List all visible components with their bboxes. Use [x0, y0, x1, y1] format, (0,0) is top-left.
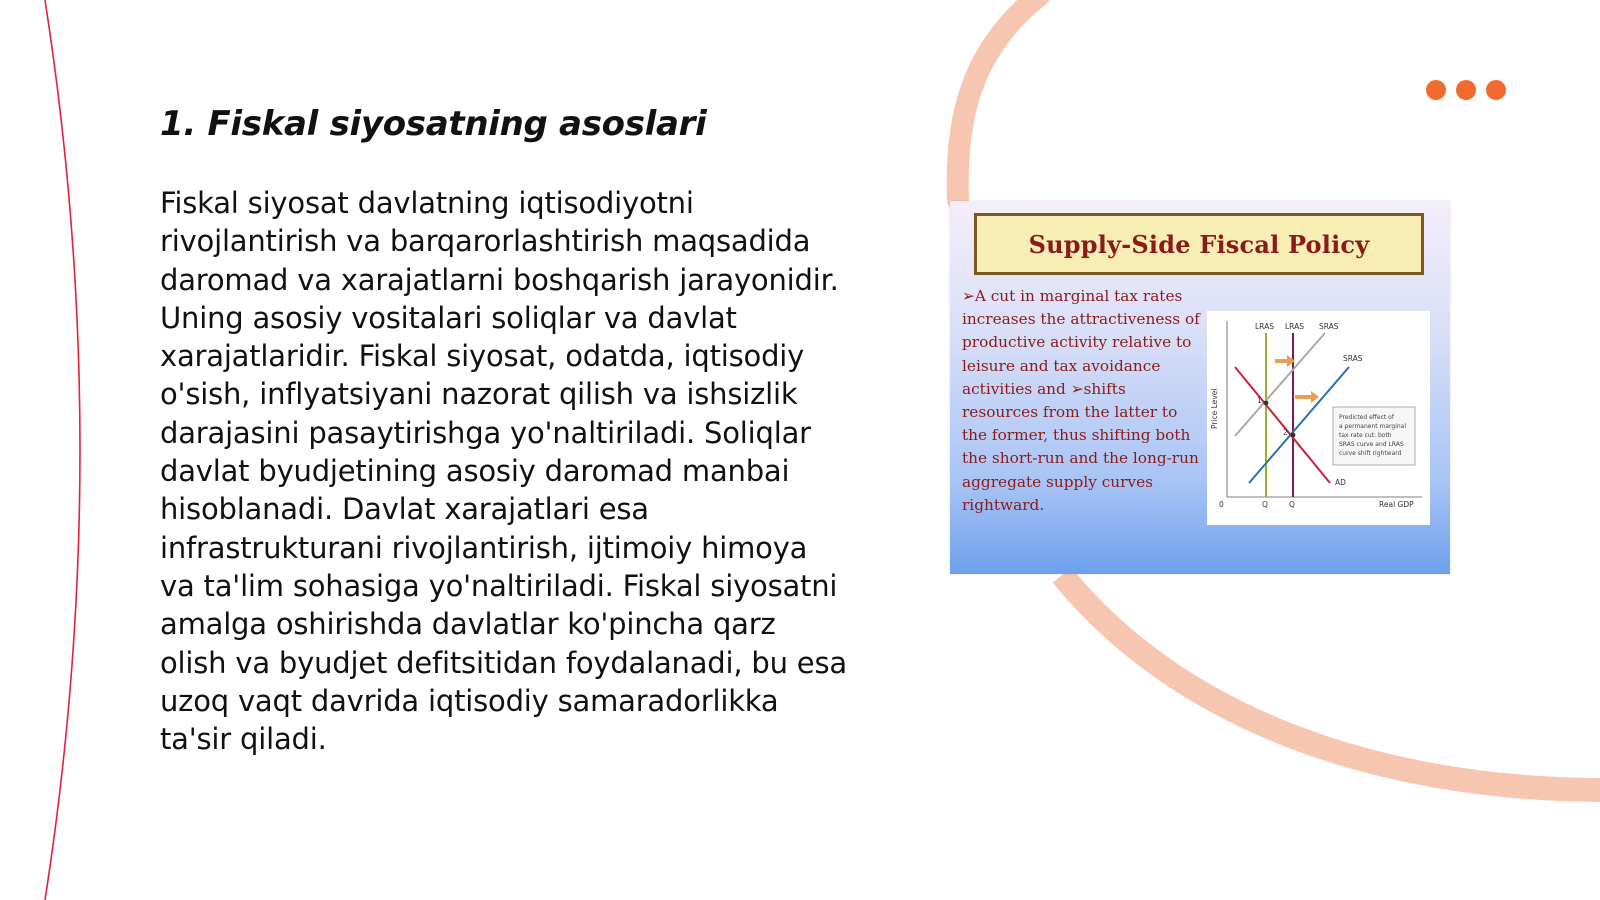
- peach-ring-arc-upper: [958, 0, 1040, 200]
- shift-arrow-icon: [1295, 391, 1319, 403]
- lras-2-label: LRAS: [1285, 322, 1304, 331]
- x-axis-label: Real GDP: [1379, 500, 1414, 509]
- embedded-slide-title: Supply-Side Fiscal Policy: [1028, 229, 1370, 259]
- left-red-curve: [45, 0, 80, 900]
- ad-line: [1235, 367, 1330, 483]
- point-label-1: 1: [1257, 396, 1262, 405]
- bullet-arrow-icon: ➢: [962, 287, 975, 305]
- ad-label: AD: [1335, 478, 1346, 487]
- dot-2: [1456, 80, 1476, 100]
- embedded-slide-title-box: [974, 213, 1424, 275]
- dot-3: [1486, 80, 1506, 100]
- x-tick-label-1: Q: [1262, 500, 1268, 509]
- sras-1-label: SRAS: [1319, 322, 1339, 331]
- supply-demand-graph: [1207, 311, 1430, 525]
- slide-paragraph: Fiskal siyosat davlatning iqtisodiyotni rivojlantirish va barqarorlashtirish maqsadida daromad va xarajatlarni boshqarish jarayonidir. Uning asosiy vositalari soliqlar va davlat xarajatlaridir. Fiskal siyosat, odatda, iqtisodiy o'sish, inflyatsiyani nazorat qilish va ishsizlik darajasini pasaytirishga yo'naltiriladi. Soliqlar davlat byudjetining asosiy daromad manbai hisoblanadi. Davlat xarajatlari esa infrastrukturani rivojlantirish, ijtimoiy himoya va ta'lim sohasiga yo'naltiriladi. Fiskal siyosatni amalga oshirishda davlatlar ko'pincha qarz olish va byudjet defitsitidan foydalanadi, bu esa uzoq vaqt davrida iqtisodiy samaradorlikka ta'sir qiladi.: [160, 186, 847, 757]
- legend-line-2: a permanent marginal: [1339, 423, 1407, 430]
- y-axis-label: Price Level: [1210, 388, 1219, 429]
- three-dots-icon: [1426, 80, 1506, 100]
- legend-line-1: Predicted effect of: [1339, 414, 1394, 421]
- x-tick-label-2: Q: [1289, 500, 1295, 509]
- embedded-slide-image: [950, 201, 1450, 574]
- dot-1: [1426, 80, 1446, 100]
- legend-line-4: SRAS curve and LRAS: [1339, 441, 1404, 448]
- equilibrium-point-2: [1291, 433, 1296, 438]
- bullet-text-1: A cut in marginal tax rates increases the attractiveness of productive activity relative to leisure and tax avoidance activities and: [962, 287, 1200, 398]
- origin-label: 0: [1219, 500, 1224, 509]
- legend-line-3: tax rate cut: both: [1339, 432, 1392, 439]
- bullet-arrow-icon: ➢: [1070, 379, 1084, 398]
- lras-1-label: LRAS: [1255, 322, 1274, 331]
- embedded-slide-text: [962, 285, 1202, 517]
- legend-line-5: curve shift rightward: [1339, 450, 1402, 457]
- sras-2-label: SRAS: [1343, 354, 1363, 363]
- slide-title: 1. Fiskal siyosatning asoslari: [160, 104, 707, 144]
- legend-note-box: [1333, 407, 1415, 465]
- bullet-text-2: shifts resources from the latter to the former, thus shifting both the short-run and the long-run aggregate supply curves rightward.: [962, 379, 1199, 514]
- equilibrium-point-1: [1264, 401, 1269, 406]
- point-label-2: 2: [1283, 428, 1288, 437]
- peach-ring-arc-lower: [1062, 575, 1600, 790]
